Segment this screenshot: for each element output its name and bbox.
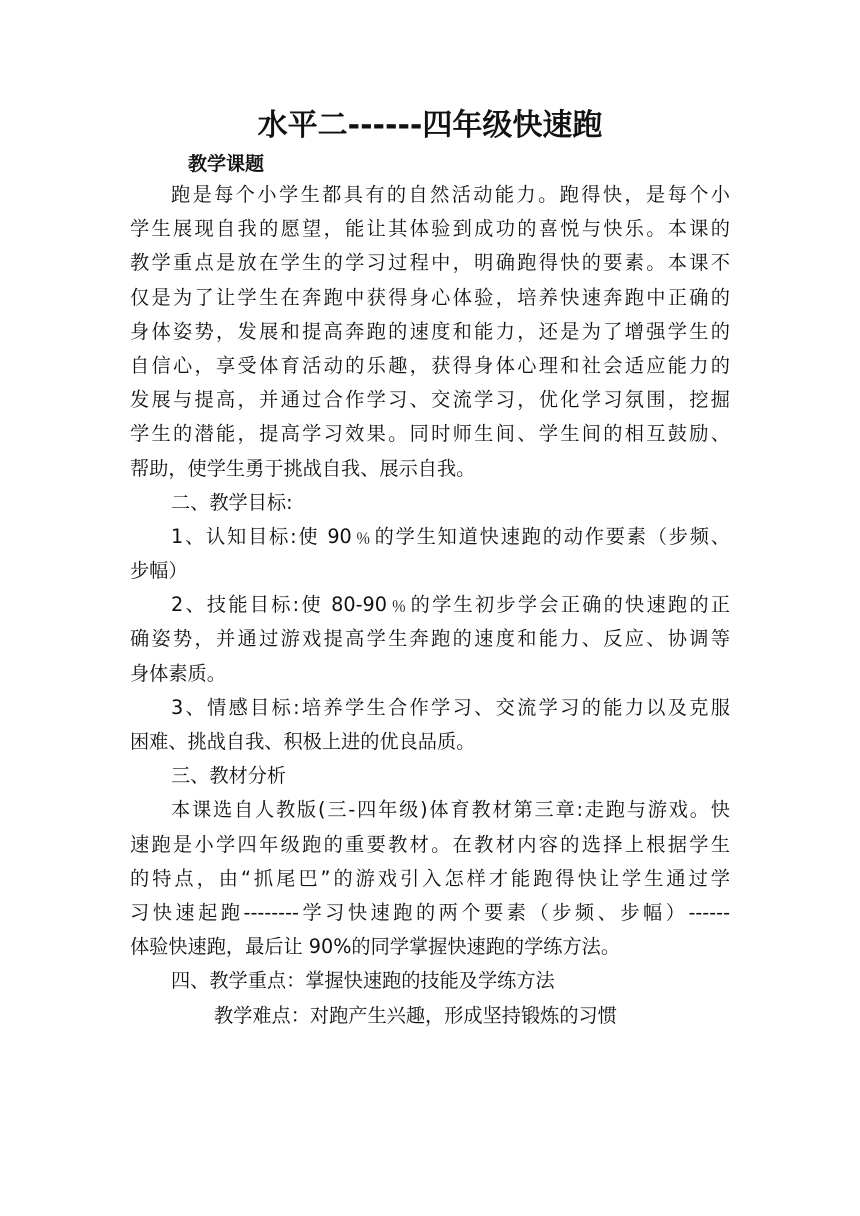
body-line: 3、情感目标:培养学生合作学习、交流学习的能力以及克服 [171, 695, 730, 719]
body-line: 身体姿势，发展和提高奔跑的速度和能力，还是为了增强学生的 [130, 319, 730, 343]
body-line: 1、认知目标:使 90﹪的学生知道快速跑的动作要素（步频、 [171, 524, 730, 548]
document-title: 水平二------四年级快速跑 [257, 108, 603, 143]
body-line: 本课选自人教版(三-四年级)体育教材第三章:走跑与游戏。快 [171, 798, 730, 822]
body-line: 三、教材分析 [171, 764, 287, 788]
body-line: 学生的潜能，提高学习效果。同时师生间、学生间的相互鼓励、 [130, 422, 730, 446]
document-body [130, 178, 730, 1033]
body-line: 身体素质。 [130, 661, 226, 685]
section-heading: 教学课题 [188, 153, 265, 175]
body-line: 的特点，由“抓尾巴”的游戏引入怎样才能跑得快让学生通过学 [130, 866, 730, 890]
body-line: 四、教学重点：掌握快速跑的技能及学练方法 [171, 969, 555, 993]
body-line: 教学重点是放在学生的学习过程中，明确跑得快的要素。本课不 [130, 251, 730, 275]
body-line: 跑是每个小学生都具有的自然活动能力。跑得快，是每个小 [171, 183, 730, 206]
body-line: 习快速起跑--------学习快速跑的两个要素（步频、步幅）------ [130, 900, 730, 924]
body-line: 学生展现自我的愿望，能让其体验到成功的喜悦与快乐。本课的 [130, 217, 730, 241]
body-line: 步幅） [130, 559, 188, 583]
body-line: 仅是为了让学生在奔跑中获得身心体验，培养快速奔跑中正确的 [130, 285, 730, 309]
body-line: 二、教学目标: [171, 490, 293, 514]
body-line: 教学难点：对跑产生兴趣，形成坚持锻炼的习惯 [214, 1003, 617, 1027]
body-line: 确姿势，并通过游戏提高学生奔跑的速度和能力、反应、协调等 [130, 627, 730, 651]
body-line: 发展与提高，并通过合作学习、交流学习，优化学习氛围，挖掘 [130, 388, 730, 412]
body-line: 帮助，使学生勇于挑战自我、展示自我。 [130, 456, 476, 480]
body-line: 速跑是小学四年级跑的重要教材。在教材内容的选择上根据学生 [130, 832, 730, 856]
body-line: 自信心，享受体育活动的乐趣，获得身体心理和社会适应能力的 [130, 353, 730, 377]
body-line: 2、技能目标:使 80-90﹪的学生初步学会正确的快速跑的正 [171, 593, 730, 617]
body-line: 困难、挑战自我、积极上进的优良品质。 [130, 730, 476, 753]
body-line: 体验快速跑，最后让 90%的同学掌握快速跑的学练方法。 [130, 935, 621, 959]
